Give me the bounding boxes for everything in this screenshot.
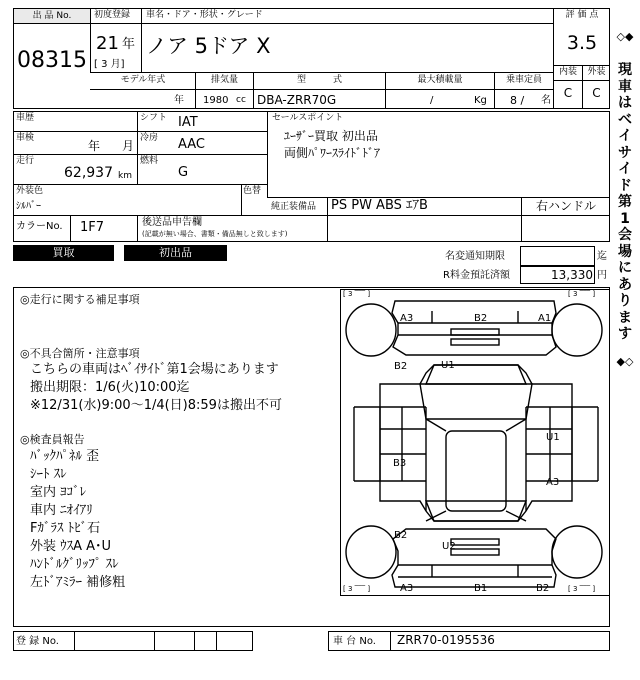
inspector-line-4: 車内 ﾆｵｲｱﾘ bbox=[30, 503, 93, 518]
inspection-label: 車検 bbox=[16, 133, 35, 143]
mark-b2-bottom: B2 bbox=[536, 583, 550, 594]
inspection-month: 月 bbox=[122, 139, 135, 153]
ac-label: 冷房 bbox=[140, 133, 159, 143]
load-slash: / bbox=[430, 95, 434, 106]
color-value: ｼﾙﾊﾞｰ bbox=[16, 201, 41, 212]
car-body bbox=[380, 365, 572, 521]
chassis-value: ZRR70-0195536 bbox=[397, 633, 495, 647]
equip-label: 純正装備品 bbox=[271, 202, 317, 212]
mark-a1-top: A1 bbox=[538, 313, 552, 324]
handle-value: 右ハンドル bbox=[535, 199, 596, 213]
recycle-unit: 円 bbox=[597, 270, 607, 281]
transfer-deadline-unit: 迄 bbox=[597, 251, 607, 262]
color-label: 外装色 bbox=[16, 186, 44, 196]
mark-a3-right: A3 bbox=[546, 477, 560, 488]
model-year-unit: 年 bbox=[174, 95, 184, 106]
mark-b3-left: B3 bbox=[393, 458, 407, 469]
wheel-front-right bbox=[552, 304, 602, 356]
inspector-line-7: ﾊﾝﾄﾞﾙｸﾞﾘｯﾌﾟ ｽﾚ bbox=[30, 557, 119, 572]
shift-label: シフト bbox=[140, 113, 168, 123]
inspector-line-2: ｼｰﾄ ｽﾚ bbox=[30, 467, 67, 482]
front-bumper bbox=[392, 301, 556, 355]
wheel-rear-left bbox=[346, 526, 396, 578]
mark-b2-left-top: B2 bbox=[394, 361, 408, 372]
fuel-value: G bbox=[178, 165, 189, 180]
badge-buy: 買取 bbox=[13, 245, 114, 261]
capacity-value: 8 / bbox=[510, 94, 525, 107]
color-no-label: カラーNo. bbox=[16, 221, 63, 232]
car-name-label: 車名・ドア・形状・グレード bbox=[146, 10, 263, 20]
inspector-line-8: 左ﾄﾞｱﾐﾗｰ 補修粗 bbox=[30, 575, 126, 590]
type-label: 型 式 bbox=[296, 75, 342, 85]
badge-first-listing: 初出品 bbox=[124, 245, 227, 261]
mark-b1-bottom: B1 bbox=[474, 583, 488, 594]
mark-a3-top: A3 bbox=[400, 313, 414, 324]
score-label: 評 価 点 bbox=[565, 10, 599, 20]
inspector-line-1: ﾊﾞｯｸﾊﾟﾈﾙ 歪 bbox=[30, 449, 100, 464]
fuel-label: 燃料 bbox=[140, 156, 159, 166]
aftermarket-note: (記載が無い場合、書類・備品無しと致します) bbox=[142, 230, 288, 238]
corner-label-top-right: [ 3 ‾‾‾ ] bbox=[568, 290, 596, 298]
corner-label-bottom-left: [ 3 ‾‾‾ ] bbox=[343, 585, 371, 593]
chassis-label: 車 台 No. bbox=[333, 636, 376, 647]
interior-label: 内装 bbox=[558, 67, 577, 77]
load-unit: Kg bbox=[474, 95, 487, 106]
interior-grade: C bbox=[563, 86, 573, 100]
registration-label: 登 録 No. bbox=[16, 636, 59, 647]
inspector-line-3: 室内 ﾖｺﾞﾚ bbox=[30, 485, 87, 500]
ac-value: AAC bbox=[178, 137, 205, 152]
shift-value: IAT bbox=[178, 115, 198, 130]
lot-no-label: 出 品 No. bbox=[14, 9, 90, 23]
inspector-line-5: Fｶﾞﾗｽ ﾄﾋﾞ石 bbox=[30, 521, 101, 536]
first-reg-year-unit: 年 bbox=[122, 37, 136, 52]
lot-no: 08315 bbox=[17, 48, 87, 73]
hood bbox=[420, 384, 532, 419]
rear-bumper bbox=[392, 529, 556, 587]
recycle-value: 13,330 bbox=[551, 268, 593, 282]
capacity-unit: 名 bbox=[541, 95, 551, 106]
defect-notes-title: ◎不具合箇所・注意事項 bbox=[20, 347, 140, 360]
mileage-value: 62,937 bbox=[64, 165, 113, 181]
defect-line-1: こちらの車両はﾍﾞｲｻｲﾄﾞ第1会場にあります bbox=[30, 362, 279, 377]
transfer-deadline-box bbox=[520, 246, 595, 266]
first-reg-label: 初度登録 bbox=[94, 10, 131, 20]
first-reg-year: 21 bbox=[96, 33, 119, 54]
driving-notes-title: ◎走行に関する補足事項 bbox=[20, 293, 140, 306]
aftermarket-label: 後送品申告欄 bbox=[142, 217, 202, 228]
transfer-deadline-label: 名変通知期限 bbox=[445, 251, 505, 262]
defect-line-3: ※12/31(水)9:00～1/4(日)8:59は搬出不可 bbox=[30, 398, 282, 413]
exterior-label: 外装 bbox=[587, 67, 606, 77]
mark-u1-top: U1 bbox=[441, 360, 455, 371]
displacement-label: 排気量 bbox=[210, 75, 238, 85]
color-no-value: 1F7 bbox=[80, 220, 105, 235]
equip-value: PS PW ABS ｴｱB bbox=[331, 198, 428, 213]
roof bbox=[446, 431, 506, 511]
wheel-front-left bbox=[346, 304, 396, 356]
sales-point-1: ﾕｰｻﾞｰ買取 初出品 bbox=[284, 129, 378, 143]
model-year-label: モデル年式 bbox=[120, 75, 166, 85]
mark-u2-bottom: U2 bbox=[442, 541, 456, 552]
history-label: 車歴 bbox=[16, 113, 35, 123]
mileage-unit: km bbox=[118, 171, 132, 181]
inspector-line-6: 外装 ｳｽA A･U bbox=[30, 539, 112, 554]
type-code: DBA-ZRR70G bbox=[257, 93, 337, 107]
inspector-title: ◎検査員報告 bbox=[20, 433, 85, 446]
side-diamonds-bottom: ◆◇ bbox=[616, 355, 634, 368]
capacity-label: 乗車定員 bbox=[505, 75, 542, 85]
mileage-label: 走行 bbox=[16, 156, 35, 166]
sales-point-label: セールスポイント bbox=[272, 113, 344, 123]
sales-point-2: 両側ﾊﾟﾜｰｽﾗｲﾄﾞﾄﾞｱ bbox=[284, 146, 381, 160]
first-reg-month: [ 3 月] bbox=[94, 59, 125, 70]
load-label: 最大積載量 bbox=[417, 75, 463, 85]
displacement-unit: cc bbox=[236, 95, 246, 105]
inspection-year: 年 bbox=[88, 139, 101, 153]
exterior-grade: C bbox=[592, 86, 601, 100]
corner-label-bottom-right: [ 3 ‾‾‾ ] bbox=[568, 585, 596, 593]
car-name: ノア 5ドア X bbox=[146, 34, 271, 58]
mark-b2-left-bottom: B2 bbox=[394, 530, 408, 541]
color-swap-label: 色替 bbox=[243, 186, 262, 196]
corner-label-top-left: [ 3 ‾‾‾ ] bbox=[343, 290, 371, 298]
defect-line-2: 搬出期限：1/6(火)10:00迄 bbox=[30, 380, 190, 395]
displacement-value: 1980 bbox=[203, 95, 229, 106]
mark-u1-right: U1 bbox=[546, 432, 560, 443]
mark-b2-top: B2 bbox=[474, 313, 488, 324]
score-value: 3.5 bbox=[566, 32, 598, 54]
wheel-rear-right bbox=[552, 526, 602, 578]
side-note: 現車はベイサイド第1会場にあります bbox=[618, 62, 632, 342]
side-diamonds-top: ◇◆ bbox=[616, 30, 634, 43]
car-diagram bbox=[340, 289, 610, 596]
recycle-label: R料金預託済額 bbox=[443, 270, 510, 281]
mark-a3-bottom: A3 bbox=[400, 583, 414, 594]
